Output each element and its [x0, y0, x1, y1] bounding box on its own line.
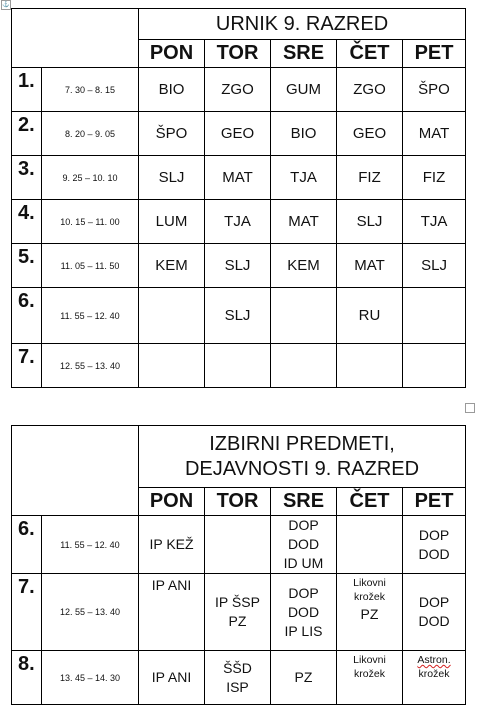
- subject-cell: TJA: [271, 156, 337, 200]
- elective-cell: [403, 651, 466, 705]
- subject-cell: [403, 288, 466, 344]
- elective-cell: [139, 516, 205, 574]
- schedule-row: [12, 200, 466, 244]
- subject-cell: GUM: [271, 68, 337, 112]
- subject-cell: FIZ: [337, 156, 403, 200]
- subject-cell: FIZ: [403, 156, 466, 200]
- day-header: TOR: [205, 488, 271, 516]
- elective-line: ID UM: [283, 555, 324, 571]
- subject-cell: TJA: [205, 200, 271, 244]
- period-number: 2.: [12, 112, 42, 156]
- subject-cell: SLJ: [139, 156, 205, 200]
- period-time: 9. 25 – 10. 10: [42, 156, 139, 200]
- elective-line: Likovni: [353, 654, 386, 666]
- subject-cell: TJA: [403, 200, 466, 244]
- elective-line: Astron.: [417, 654, 451, 666]
- corner-cell: [12, 426, 139, 516]
- elective-line: DOP: [288, 517, 319, 533]
- period-time: 13. 45 – 14. 30: [42, 651, 139, 705]
- subject-cell: [139, 288, 205, 344]
- subject-cell: MAT: [337, 244, 403, 288]
- elective-line: krožek: [354, 591, 385, 603]
- subject-cell: GEO: [205, 112, 271, 156]
- elective-cell: [403, 574, 466, 651]
- period-time: 7. 30 – 8. 15: [42, 68, 139, 112]
- schedule-row: [12, 244, 466, 288]
- period-number: 1.: [12, 68, 42, 112]
- subject-cell: ZGO: [337, 68, 403, 112]
- subject-cell: [337, 344, 403, 388]
- day-header: PON: [139, 488, 205, 516]
- elective-line: ISP: [226, 678, 249, 695]
- electives-title-line2: DEJAVNOSTI 9. RAZRED: [184, 457, 420, 480]
- elective-cell: [403, 516, 466, 574]
- elective-line: krožek: [354, 668, 385, 680]
- elective-cell: [271, 516, 337, 574]
- subject-cell: [139, 344, 205, 388]
- elective-line: ŠŠD: [223, 659, 252, 676]
- day-header: SRE: [271, 488, 337, 516]
- elective-line: PZ: [360, 606, 379, 622]
- day-header: TOR: [205, 40, 271, 68]
- elective-line: IP ANI: [151, 577, 192, 593]
- elective-line: PZ: [228, 613, 247, 629]
- period-number: 7.: [12, 344, 42, 388]
- elective-line: DOP: [418, 526, 450, 543]
- period-time: 11. 05 – 11. 50: [42, 244, 139, 288]
- subject-cell: ŠPO: [403, 68, 466, 112]
- elective-cell: [205, 516, 271, 574]
- elective-line: DOD: [287, 603, 320, 620]
- electives-title: [139, 426, 466, 488]
- elective-line: DOP: [418, 594, 450, 610]
- period-number: 6.: [12, 288, 42, 344]
- elective-line: Likovni: [353, 577, 386, 589]
- subject-cell: [205, 344, 271, 388]
- subject-cell: ŠPO: [139, 112, 205, 156]
- anchor-icon: ⚓: [2, 2, 10, 8]
- elective-cell: [139, 651, 205, 705]
- elective-cell: [271, 651, 337, 705]
- day-header: SRE: [271, 40, 337, 68]
- elective-cell: [337, 651, 403, 705]
- schedule-row: [12, 112, 466, 156]
- subject-cell: BIO: [139, 68, 205, 112]
- electives-title-line1: IZBIRNI PREDMETI,: [209, 432, 395, 455]
- subject-cell: RU: [337, 288, 403, 344]
- corner-cell: [12, 9, 139, 68]
- period-number: 5.: [12, 244, 42, 288]
- subject-cell: SLJ: [205, 288, 271, 344]
- subject-cell: LUM: [139, 200, 205, 244]
- schedule-row: [12, 288, 466, 344]
- period-time: 11. 55 – 12. 40: [42, 288, 139, 344]
- period-number: 4.: [12, 200, 42, 244]
- elective-row: [12, 516, 466, 574]
- elective-row: [12, 574, 466, 651]
- table-resize-handle[interactable]: [465, 403, 475, 413]
- elective-line: DOD: [418, 613, 450, 629]
- elective-cell: [271, 574, 337, 651]
- subject-cell: GEO: [337, 112, 403, 156]
- schedule-title: URNIK 9. RAZRED: [139, 9, 466, 40]
- elective-cell: [337, 574, 403, 651]
- period-time: 10. 15 – 11. 00: [42, 200, 139, 244]
- subject-cell: [271, 288, 337, 344]
- subject-cell: SLJ: [403, 244, 466, 288]
- period-time: 11. 55 – 12. 40: [42, 516, 139, 574]
- elective-line: IP ANI: [151, 669, 192, 685]
- day-header: PET: [403, 40, 466, 68]
- subject-cell: [403, 344, 466, 388]
- period-number: 7.: [12, 574, 42, 651]
- elective-line: DOD: [287, 536, 320, 552]
- schedule-row: [12, 156, 466, 200]
- elective-line: krožek: [418, 668, 450, 680]
- period-time: 12. 55 – 13. 40: [42, 344, 139, 388]
- elective-line: DOP: [288, 584, 319, 601]
- elective-cell: [205, 651, 271, 705]
- subject-cell: MAT: [205, 156, 271, 200]
- schedule-row: [12, 68, 466, 112]
- day-header: ČET: [337, 40, 403, 68]
- elective-line: PZ: [294, 669, 313, 685]
- period-number: 3.: [12, 156, 42, 200]
- subject-cell: SLJ: [337, 200, 403, 244]
- period-time: 12. 55 – 13. 40: [42, 574, 139, 651]
- elective-line: DOD: [418, 545, 450, 562]
- subject-cell: MAT: [271, 200, 337, 244]
- day-header: PET: [403, 488, 466, 516]
- subject-cell: MAT: [403, 112, 466, 156]
- elective-cell: [139, 574, 205, 651]
- elective-line: IP ŠSP: [215, 594, 260, 610]
- elective-row: [12, 651, 466, 705]
- day-header: ČET: [337, 488, 403, 516]
- elective-cell: [337, 516, 403, 574]
- day-header: PON: [139, 40, 205, 68]
- subject-cell: SLJ: [205, 244, 271, 288]
- schedule-table: [11, 8, 466, 388]
- subject-cell: KEM: [139, 244, 205, 288]
- subject-cell: BIO: [271, 112, 337, 156]
- period-number: 8.: [12, 651, 42, 705]
- subject-cell: KEM: [271, 244, 337, 288]
- elective-cell: [205, 574, 271, 651]
- period-number: 6.: [12, 516, 42, 574]
- elective-line: IP KEŽ: [149, 536, 194, 552]
- electives-table: [11, 425, 466, 705]
- schedule-row: [12, 344, 466, 388]
- period-time: 8. 20 – 9. 05: [42, 112, 139, 156]
- subject-cell: [271, 344, 337, 388]
- elective-line: IP LIS: [284, 622, 323, 639]
- subject-cell: ZGO: [205, 68, 271, 112]
